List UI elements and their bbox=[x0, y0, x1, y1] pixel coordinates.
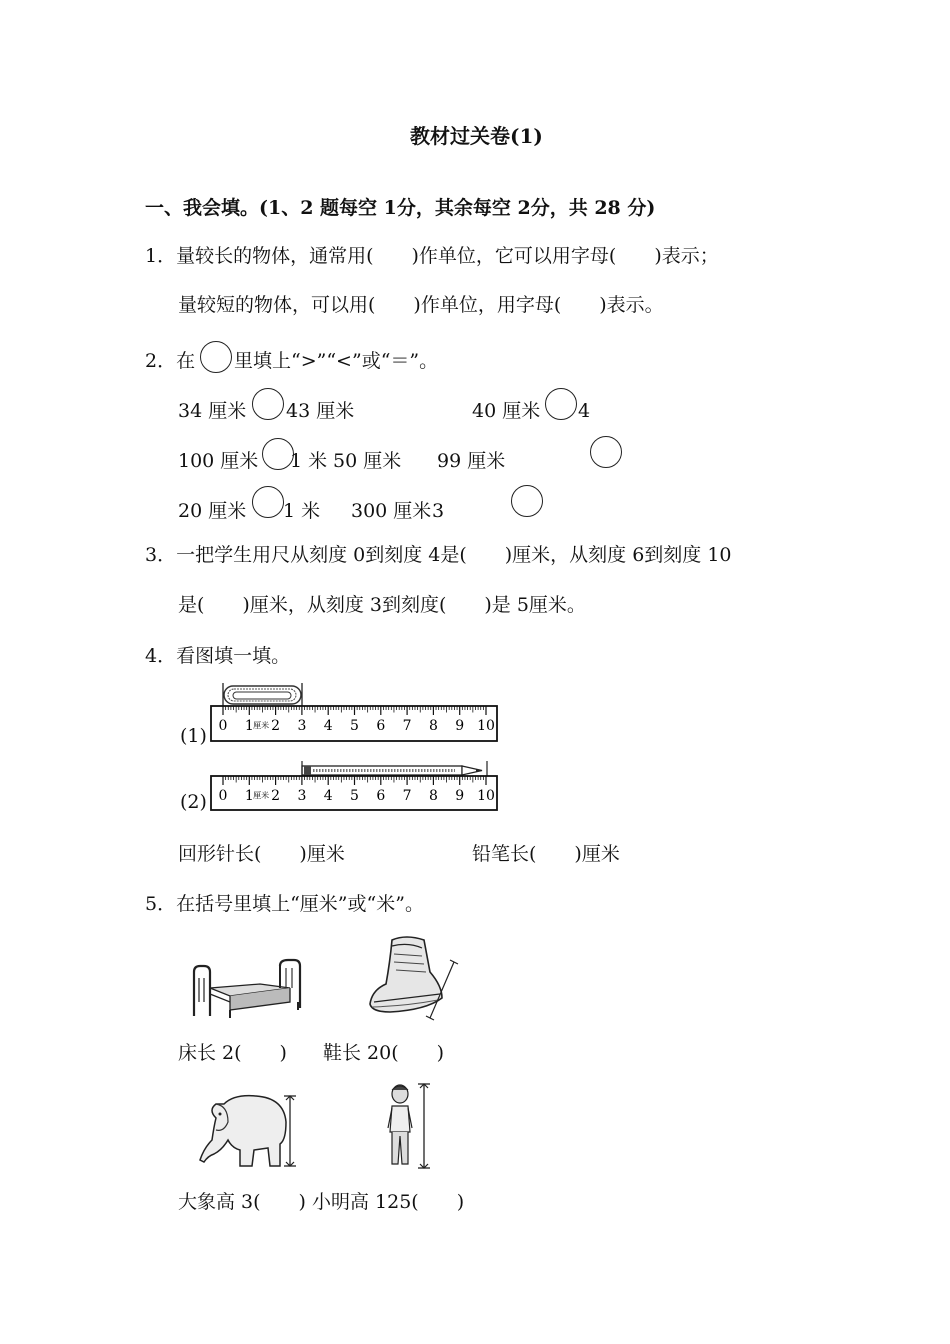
bed-question: 床长 2( ) bbox=[178, 1042, 287, 1064]
compare-circle[interactable] bbox=[590, 436, 622, 468]
compare-circle[interactable] bbox=[252, 486, 284, 518]
pencil-answer: 铅笔长( )厘米 bbox=[472, 843, 620, 865]
q2-r1d: 4 bbox=[578, 400, 591, 422]
compare-circle[interactable] bbox=[200, 341, 232, 373]
ruler-number: 6 bbox=[376, 718, 386, 734]
ruler-number: 7 bbox=[402, 718, 412, 734]
page-title: 教材过关卷(1) bbox=[410, 124, 543, 148]
paperclip-icon bbox=[223, 683, 302, 706]
ruler-number: 5 bbox=[350, 788, 359, 804]
q5-prompt: 5．在括号里填上“厘米”或“米”。 bbox=[145, 893, 424, 915]
q2-r3b: 1 米 bbox=[283, 500, 321, 522]
ruler-number: 4 bbox=[323, 718, 333, 734]
q2-r1a: 34 厘米 bbox=[178, 400, 247, 422]
compare-circle[interactable] bbox=[545, 388, 577, 420]
q2-r3a: 20 厘米 bbox=[178, 500, 247, 522]
bed-icon bbox=[190, 958, 302, 1022]
ruler-number: 9 bbox=[455, 718, 465, 734]
ruler-number: 1 bbox=[244, 788, 254, 804]
ruler-number: 6 bbox=[376, 788, 386, 804]
q2-prompt-a: 2．在 bbox=[145, 350, 196, 372]
ruler-unit: 厘米 bbox=[253, 791, 270, 800]
ruler-figure-1 bbox=[205, 680, 505, 746]
ruler-number: 0 bbox=[218, 718, 228, 734]
compare-circle[interactable] bbox=[252, 388, 284, 420]
ruler-number: 4 bbox=[323, 788, 333, 804]
boy-icon bbox=[380, 1082, 436, 1172]
ruler-number: 8 bbox=[428, 718, 438, 734]
compare-circle[interactable] bbox=[511, 485, 543, 517]
q2-r2c: 50 厘米 bbox=[333, 450, 402, 472]
q1-line2: 量较短的物体，可以用( )作单位，用字母( )表示。 bbox=[178, 294, 664, 316]
figure-label-2: (2) bbox=[180, 791, 207, 813]
q3-line2: 是( )厘米，从刻度 3到刻度( )是 5厘米。 bbox=[178, 594, 586, 616]
ruler-number: 8 bbox=[428, 788, 438, 804]
ruler-number: 5 bbox=[350, 718, 359, 734]
q3-line1: 3．一把学生用尺从刻度 0到刻度 4是( )厘米，从刻度 6到刻度 10 bbox=[145, 544, 732, 566]
paperclip-answer: 回形针长( )厘米 bbox=[178, 843, 345, 865]
ruler-unit: 厘米 bbox=[253, 721, 270, 730]
ruler-body bbox=[211, 706, 497, 741]
ruler-number: 7 bbox=[402, 788, 412, 804]
boy-question: 小明高 125( ) bbox=[312, 1191, 465, 1213]
ruler-number: 1 bbox=[244, 718, 254, 734]
q2-prompt-b: 里填上“>”“<”或“＝”。 bbox=[234, 350, 439, 372]
q2-r2d: 99 厘米 bbox=[437, 450, 506, 472]
ruler-number: 10 bbox=[477, 788, 495, 804]
ruler-number: 9 bbox=[455, 788, 465, 804]
ruler-number: 2 bbox=[271, 788, 281, 804]
q4-prompt: 4．看图填一填。 bbox=[145, 645, 291, 667]
ruler-body bbox=[211, 776, 497, 810]
elephant-icon bbox=[194, 1092, 302, 1170]
shoe-icon bbox=[366, 932, 464, 1024]
ruler-number: 0 bbox=[218, 788, 228, 804]
q2-r2a: 100 厘米 bbox=[178, 450, 259, 472]
q1-line1: 1．量较长的物体，通常用( )作单位，它可以用字母( )表示； bbox=[145, 245, 719, 267]
ruler-number: 3 bbox=[297, 718, 307, 734]
q2-r1b: 43 厘米 bbox=[286, 400, 355, 422]
q2-r3d: 3 bbox=[432, 500, 445, 522]
ruler-number: 10 bbox=[477, 718, 495, 734]
q2-r1c: 40 厘米 bbox=[472, 400, 541, 422]
ruler-number: 2 bbox=[271, 718, 281, 734]
figure-label-1: (1) bbox=[180, 725, 207, 747]
section-heading: 一、我会填。(1、2 题每空 1分，其余每空 2分，共 28 分) bbox=[145, 197, 656, 219]
shoe-question: 鞋长 20( ) bbox=[323, 1042, 445, 1064]
q2-r2b: 1 米 bbox=[290, 450, 328, 472]
elephant-question: 大象高 3( ) bbox=[178, 1191, 306, 1213]
q2-r3c: 300 厘米 bbox=[351, 500, 432, 522]
ruler-number: 3 bbox=[297, 788, 307, 804]
ruler-figure-2 bbox=[205, 756, 505, 812]
